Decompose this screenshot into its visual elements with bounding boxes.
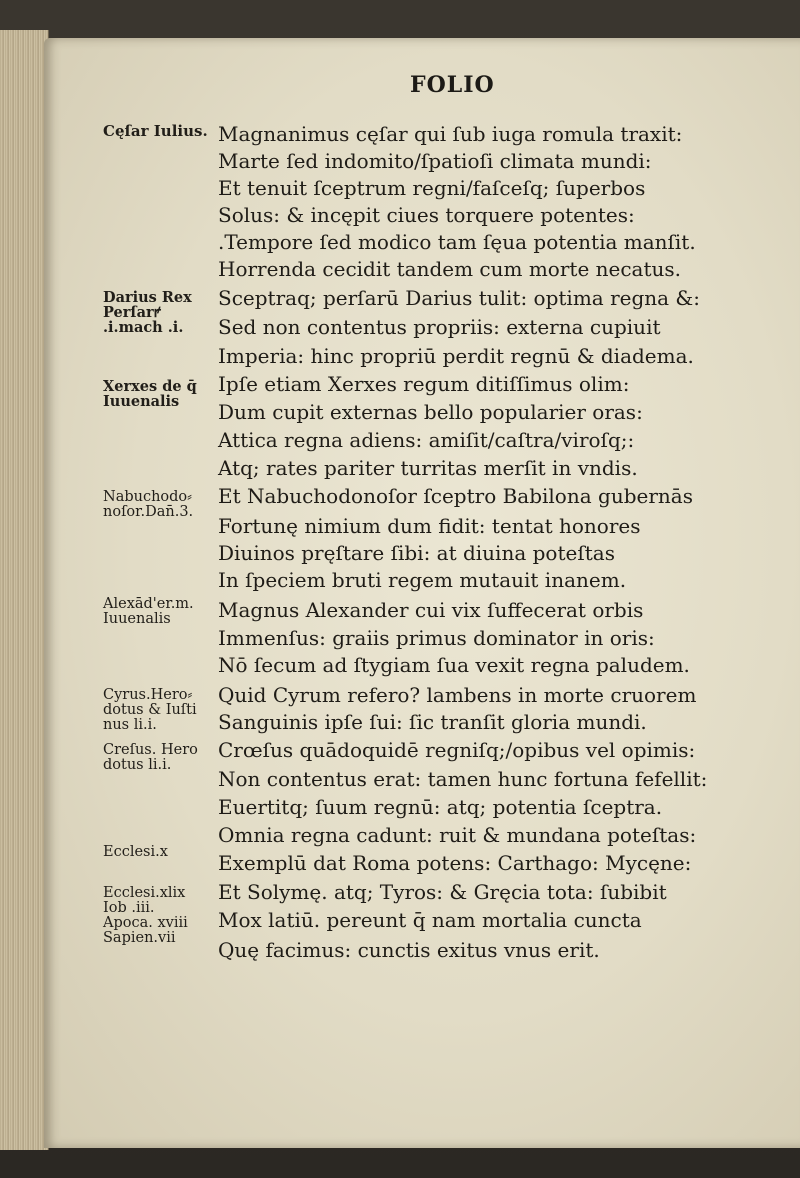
verse-line: Fortunę nimium dum fidit: tentat honores xyxy=(218,514,641,538)
verse-line: Non contentus erat: tamen hunc fortuna fefellit: xyxy=(218,767,708,791)
verse-line: Diuinos pręſtare ſibi: at diuina poteſtas xyxy=(218,541,615,565)
verse-line: Et Nabuchodonoſor ſceptro Babilona gubernās xyxy=(218,484,693,508)
verse-line: Sanguinis ipſe ſui: ſic tranſit gloria mundi. xyxy=(218,710,647,734)
verse-line: Dum cupit externas bello popularier oras: xyxy=(218,400,643,424)
verse-line: Et tenuit ſceptrum regni/faſceſq; ſuperbos xyxy=(218,176,646,200)
book-page-edges xyxy=(0,30,49,1150)
verse-line: Euertitq; ſuum regnū: atq; potentia ſceptra. xyxy=(218,795,663,819)
margin-note-references: Ecclesi.xlix Iob .iii. Apoca. xviii Sapien.vii xyxy=(103,885,188,946)
verse-line: Magnus Alexander cui vix ſuffecerat orbis xyxy=(218,598,644,622)
margin-note-cresus: Creſus. Hero dotus li.i. xyxy=(103,742,198,773)
verse-line: Crœſus quādoquidē regniſq;/opibus vel opimis: xyxy=(218,738,696,762)
verse-line: Magnanimus cęſar qui ſub iuga romula traxit: xyxy=(218,122,683,146)
verse-line: Attica regna adiens: amiſit/caſtra/viroſq;: xyxy=(218,428,635,452)
verse-line: Quid Cyrum refero? lambens in morte cruorem xyxy=(218,683,697,707)
verse-line: Sed non contentus propriis: externa cupiuit xyxy=(218,315,661,339)
verse-line: Imperia: hinc propriū perdit regnū & diadema. xyxy=(218,344,694,368)
margin-note-cyrus: Cyrus.Hero⸗ dotus & Iuſti nus li.i. xyxy=(103,687,197,733)
verse-line: Horrenda cecidit tandem cum morte necatus. xyxy=(218,257,682,281)
verse-line: Exemplū dat Roma potens: Carthago: Mycęne: xyxy=(218,851,692,875)
margin-note-cesar: Cęſar Iulius. xyxy=(103,122,208,140)
verse-line: .Tempore ſed modico tam ſęua potentia manſit. xyxy=(218,230,696,254)
verse-line: Mox latiū. pereunt q̄ nam mortalia cuncta xyxy=(218,908,642,932)
margin-note-ecclesiastes: Ecclesi.x xyxy=(103,844,168,860)
verse-line: Et Solymę. atq; Tyros: & Gręcia tota: ſubibit xyxy=(218,880,667,904)
verse-line: Omnia regna cadunt: ruit & mundana poteſtas: xyxy=(218,823,697,847)
folio-header: FOLIO xyxy=(410,72,495,98)
verse-line: Nō ſecum ad ſtygiam ſua vexit regna paludem. xyxy=(218,653,690,677)
verse-line: In ſpeciem bruti regem mutauit inanem. xyxy=(218,568,627,592)
margin-note-xerxes: Xerxes de q̄ Iuuenalis xyxy=(103,378,197,410)
margin-note-nabuchodonosor: Nabuchodo⸗ noſor.Dan̄.3. xyxy=(103,489,194,520)
verse-line: Atq; rates pariter turritas merſit in vndis. xyxy=(218,456,638,480)
verse-line: Sceptraq; perſarū Darius tulit: optima regna &: xyxy=(218,286,700,310)
verse-line: Solus: & incępit ciues torquere potentes: xyxy=(218,203,635,227)
verse-line: Immenſus: graiis primus dominator in oris: xyxy=(218,626,655,650)
margin-note-alexander: Alexād'er.m. Iuuenalis xyxy=(103,596,194,627)
margin-note-darius: Darius Rex Perſarꝵ .i.mach .i. xyxy=(103,289,192,336)
verse-line: Quę facimus: cunctis exitus vnus erit. xyxy=(218,938,600,962)
verse-line: Ipſe etiam Xerxes regum ditiſſimus olim: xyxy=(218,372,630,396)
verse-line: Marte ſed indomito/ſpatioſi climata mundi: xyxy=(218,149,652,173)
